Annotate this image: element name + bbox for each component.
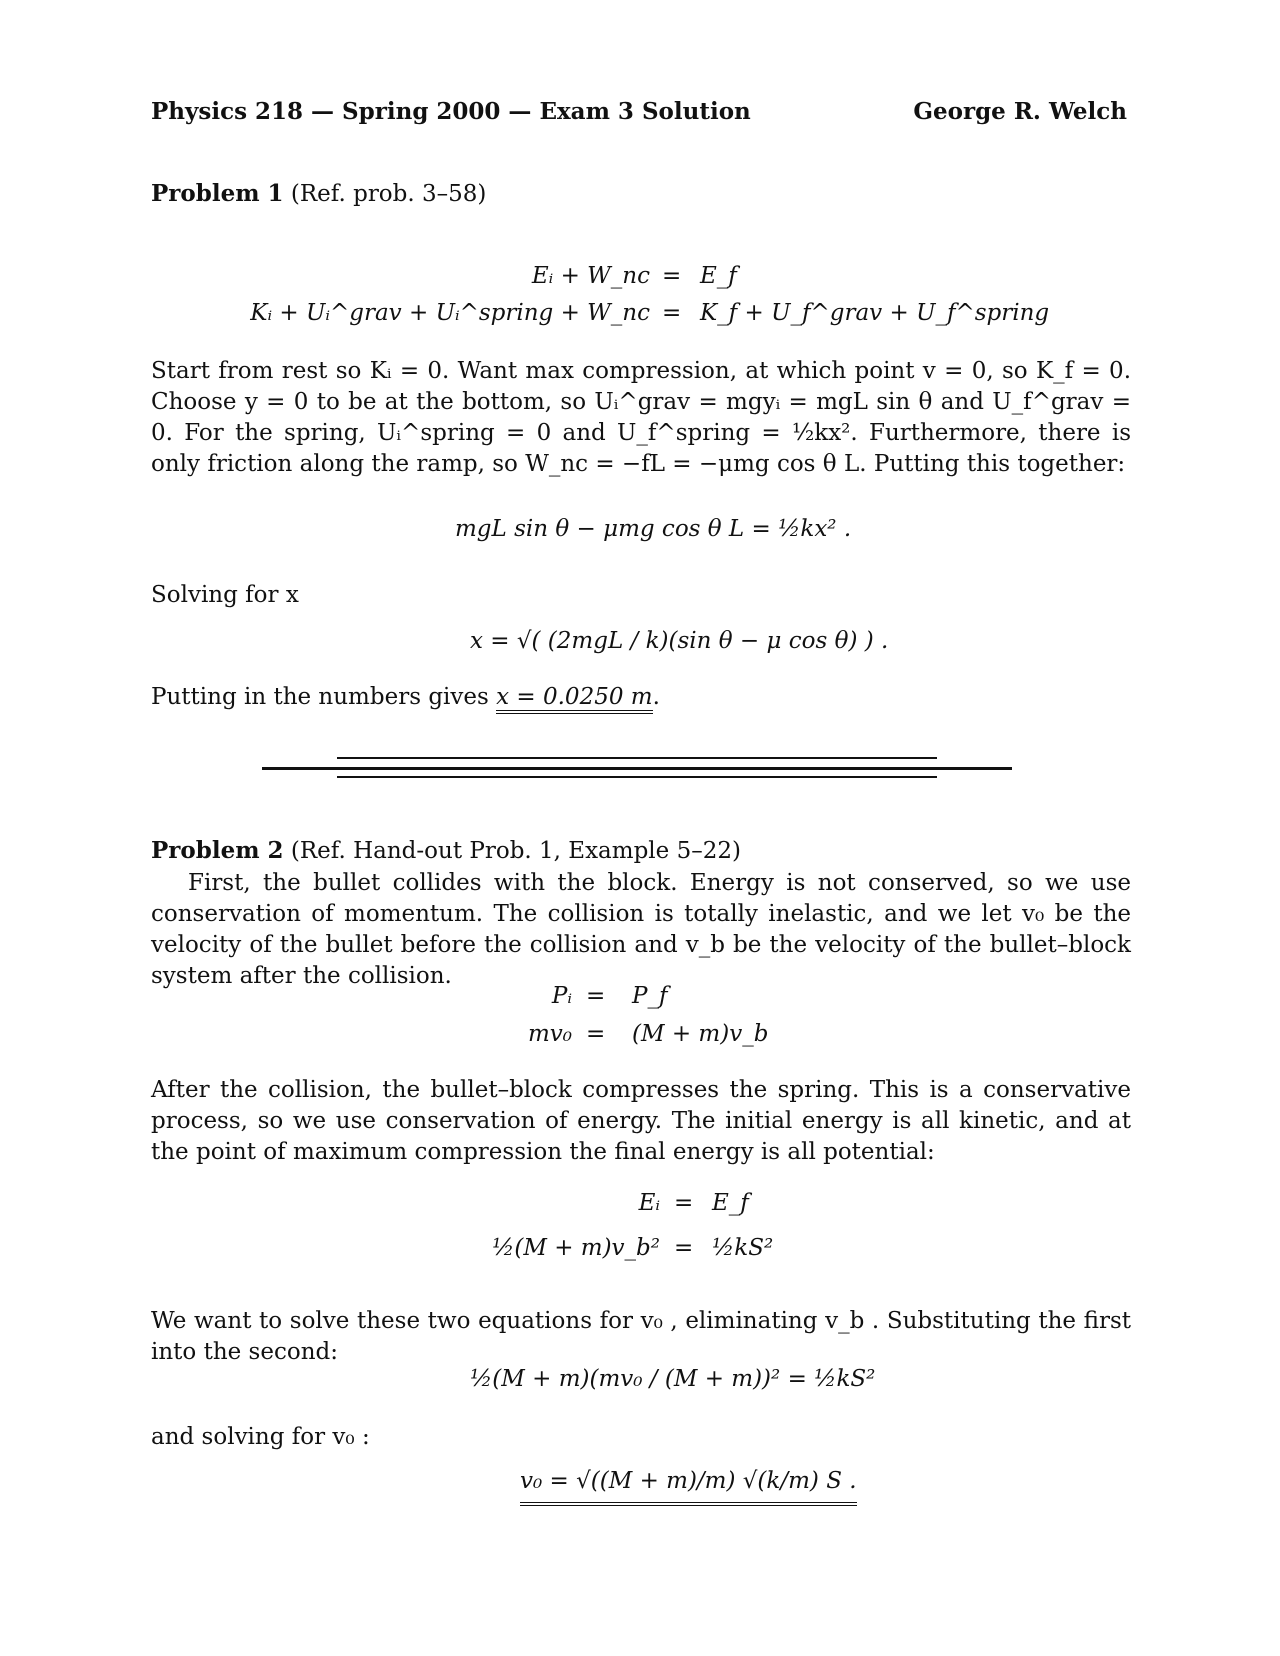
- p2-eq4-rhs: ½kS²: [712, 1235, 774, 1261]
- p2-substituted-equation: ½(M + m)(mv₀ / (M + m))² = ½kS²: [470, 1366, 876, 1392]
- p2-eq2-sign: =: [586, 1021, 606, 1047]
- problem-2-heading: [151, 837, 741, 864]
- p2-eq3-sign: =: [674, 1190, 694, 1216]
- p2-eq2-rhs: (M + m)v_b: [632, 1021, 769, 1047]
- p2-paragraph-2: After the collision, the bullet–block compresses the spring. This is a conservative process, so we use conservation of energy. The initial energy is all kinetic, and at the point of maximum compression the final energy is all potential:: [151, 1077, 1131, 1165]
- p1-eq2-sign: =: [662, 300, 682, 326]
- problem-1-label: Problem 1: [151, 180, 284, 207]
- p1-result-suffix: .: [652, 684, 660, 710]
- p1-eq1-lhs: Eᵢ + W_nc: [531, 263, 650, 289]
- p1-paragraph: Start from rest so Kᵢ = 0. Want max compression, at which point v = 0, so K_f = 0. Choose y = 0 to be at the bottom, so Uᵢ^grav = mgyᵢ = mgL sin θ and U_f^grav = 0. For the spring, Uᵢ^spring = 0 and U_f^spring = ½kx². Furthermore, there is only friction along the ramp, so W_nc = −fL = −μmg cos θ L. Putting this together:: [151, 358, 1131, 477]
- p2-final-answer: v₀ = √((M + m)/m) √(k/m) S .: [520, 1468, 857, 1506]
- p1-result-value: x = 0.0250 m: [496, 684, 652, 714]
- header-author: George R. Welch: [913, 98, 1127, 125]
- p1-result-prefix: Putting in the numbers gives: [151, 684, 489, 710]
- p2-eq1-sign: =: [586, 983, 606, 1009]
- p2-eq3-rhs: E_f: [712, 1190, 749, 1216]
- p2-eq1-lhs: Pᵢ: [551, 983, 572, 1009]
- divider-bottom-rule: [337, 776, 937, 778]
- p2-eq1-rhs: P_f: [632, 983, 668, 1009]
- divider-top-rule: [337, 757, 937, 759]
- p2-solving-text: and solving for v₀ :: [151, 1424, 370, 1450]
- problem-1-heading: [151, 180, 486, 207]
- p1-eq1-sign: =: [662, 263, 682, 289]
- problem-1-reference: (Ref. prob. 3–58): [290, 181, 487, 207]
- p2-paragraph-1: First, the bullet collides with the block. Energy is not conserved, so we use conservation of momentum. The collision is totally inelastic, and we let v₀ be the velocity of the bullet before the collision and v_b be the velocity of the bullet–block system after the collision.: [151, 870, 1131, 989]
- problem-2-reference: (Ref. Hand-out Prob. 1, Example 5–22): [290, 838, 741, 864]
- p1-result-line: [151, 684, 660, 710]
- p2-paragraph-3: We want to solve these two equations for v₀ , eliminating v_b . Substituting the first into the second:: [151, 1308, 1131, 1365]
- p2-eq4-sign: =: [674, 1235, 694, 1261]
- p1-eq2-rhs: K_f + U_f^grav + U_f^spring: [700, 300, 1050, 326]
- divider-middle-rule: [262, 767, 1012, 770]
- p2-eq3-lhs: Eᵢ: [638, 1190, 660, 1216]
- p1-energy-equation: mgL sin θ − μmg cos θ L = ½kx² .: [455, 516, 852, 542]
- p1-x-solution: x = √( (2mgL / k)(sin θ − μ cos θ) ) .: [470, 628, 889, 654]
- p1-eq2-lhs: Kᵢ + Uᵢ^grav + Uᵢ^spring + W_nc: [250, 300, 650, 326]
- problem-2-label: Problem 2: [151, 837, 284, 864]
- p1-solving-text: Solving for x: [151, 582, 299, 608]
- header-title: Physics 218 — Spring 2000 — Exam 3 Solution: [151, 98, 751, 125]
- p2-eq2-lhs: mv₀: [527, 1021, 572, 1047]
- p2-eq4-lhs: ½(M + m)v_b²: [492, 1235, 660, 1261]
- p1-eq1-rhs: E_f: [700, 263, 737, 289]
